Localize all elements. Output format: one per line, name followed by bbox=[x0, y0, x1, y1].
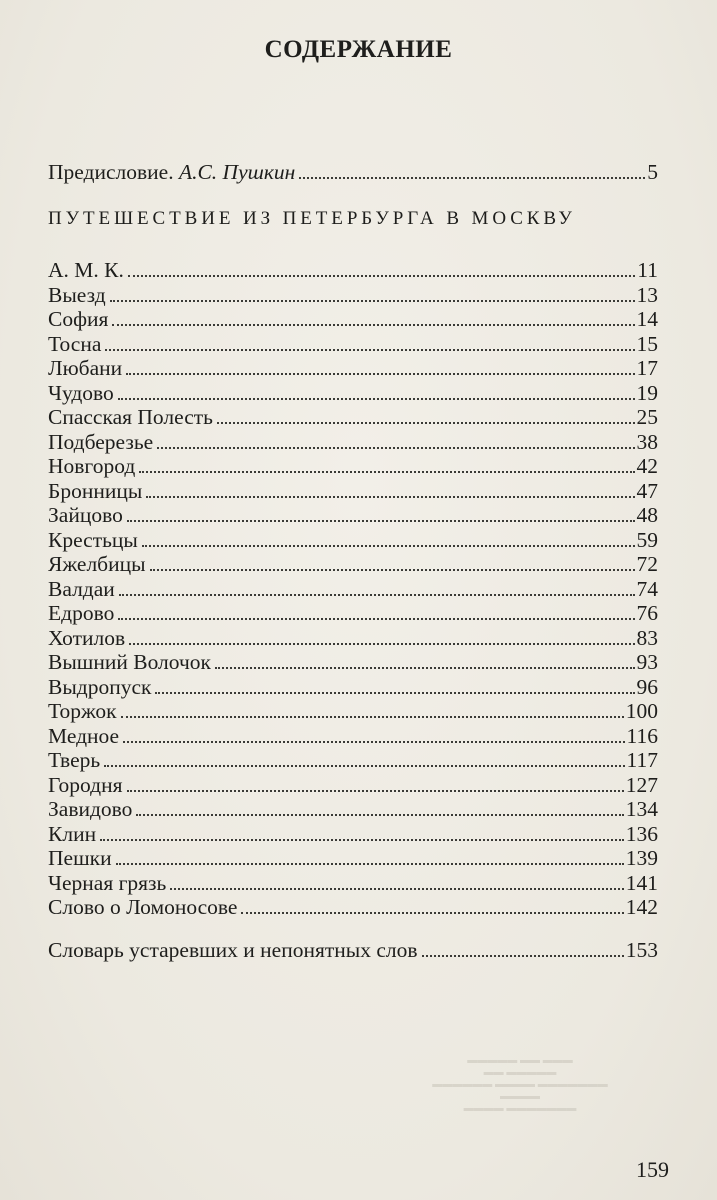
page-number: 159 bbox=[636, 1157, 669, 1182]
toc-entry-page: 96 bbox=[636, 674, 658, 699]
dot-leader bbox=[139, 471, 634, 473]
dot-leader bbox=[142, 545, 635, 547]
toc-entry-page: 153 bbox=[625, 938, 658, 962]
toc-entry bbox=[48, 675, 658, 700]
toc-entry-label: Бронницы bbox=[48, 478, 143, 503]
toc-entry-label: Выезд bbox=[48, 282, 106, 307]
toc-entry-label: А. М. К. bbox=[48, 258, 124, 282]
dot-leader bbox=[119, 594, 635, 596]
toc-entry-page: 5 bbox=[647, 160, 658, 184]
toc-entry-preface bbox=[48, 160, 658, 185]
dot-leader bbox=[100, 839, 624, 841]
toc-entry-page: 59 bbox=[636, 527, 658, 552]
toc-entry-label bbox=[48, 160, 295, 185]
toc-entry-page: 72 bbox=[636, 552, 658, 576]
dot-leader bbox=[118, 398, 635, 400]
toc-list bbox=[48, 258, 658, 920]
toc-entry-label: Подберезье bbox=[48, 429, 154, 454]
toc-entry bbox=[48, 895, 658, 920]
dot-leader bbox=[127, 520, 635, 522]
toc-entry-page: 14 bbox=[636, 307, 658, 331]
dot-leader bbox=[170, 888, 623, 890]
toc-entry-label: Торжок bbox=[48, 699, 117, 723]
toc-entry-label: Валдаи bbox=[48, 576, 115, 601]
toc-entry bbox=[48, 503, 658, 528]
toc-entry-page: 139 bbox=[625, 846, 658, 870]
toc-entry bbox=[48, 748, 658, 773]
toc-entry bbox=[48, 528, 658, 553]
toc-entry bbox=[48, 283, 658, 308]
toc-entry-label: Любани bbox=[48, 356, 123, 380]
toc-entry bbox=[48, 650, 658, 675]
dot-leader bbox=[129, 643, 634, 645]
toc-entry-label: Пешки bbox=[48, 846, 112, 870]
toc-entry bbox=[48, 846, 658, 871]
toc-entry-label: Крестьцы bbox=[48, 527, 138, 552]
toc-entry-page: 17 bbox=[636, 356, 658, 380]
toc-entry bbox=[48, 871, 658, 896]
toc-entry bbox=[48, 430, 658, 455]
toc-entry bbox=[48, 479, 658, 504]
toc-entry-label: Городня bbox=[48, 772, 123, 797]
toc-entry-page: 127 bbox=[625, 772, 658, 797]
dot-leader bbox=[105, 349, 634, 351]
preface-author: А.С. Пушкин bbox=[178, 160, 296, 184]
toc-entry-label: Клин bbox=[48, 821, 97, 846]
dot-leader bbox=[146, 496, 634, 498]
dot-leader bbox=[123, 741, 624, 743]
dot-leader bbox=[241, 912, 623, 914]
toc-entry-label: Зайцово bbox=[48, 503, 123, 527]
dot-leader bbox=[422, 955, 624, 957]
toc-entry-page: 100 bbox=[625, 699, 658, 723]
toc-entry-page: 74 bbox=[636, 576, 658, 601]
toc-entry-page: 141 bbox=[625, 870, 658, 895]
toc-entry-label: Яжелбицы bbox=[48, 552, 146, 576]
toc-entry-label: Медное bbox=[48, 723, 120, 748]
toc-entry-page: 134 bbox=[625, 797, 658, 821]
toc-entry-page: 25 bbox=[636, 405, 658, 429]
toc-entry-page: 38 bbox=[636, 429, 658, 454]
toc-entry bbox=[48, 822, 658, 847]
toc-entry-label: Спасская Полесть bbox=[48, 405, 213, 429]
toc-entry bbox=[48, 552, 658, 577]
toc-entry-page: 116 bbox=[626, 723, 658, 748]
toc-entry-page: 47 bbox=[636, 478, 658, 503]
dot-leader bbox=[110, 300, 635, 302]
toc-entry-label: Чудово bbox=[48, 380, 114, 405]
toc-entry-label: Завидово bbox=[48, 797, 133, 821]
toc-entry-glossary bbox=[48, 938, 658, 963]
toc-entry-page: 19 bbox=[636, 380, 658, 405]
toc-entry-label: Новгород bbox=[48, 454, 136, 478]
toc-entry-page: 117 bbox=[626, 748, 658, 772]
toc-entry-label: Выдропуск bbox=[48, 674, 152, 699]
dot-leader bbox=[127, 790, 624, 792]
toc-entry-page: 76 bbox=[636, 601, 658, 625]
toc-entry-label: Вышний Волочок bbox=[48, 650, 211, 674]
toc-entry-label: София bbox=[48, 307, 109, 331]
toc-entry-page: 83 bbox=[636, 625, 658, 650]
toc-entry-label: Тосна bbox=[48, 331, 102, 356]
show-through-text: ▬▬▬▬▬ ▬▬ ▬▬▬ ▬▬ ▬▬▬▬▬ ▬▬▬▬▬▬ ▬▬▬▬ ▬▬▬▬▬▬▬ ▬▬▬▬ ▬▬▬▬ ▬▬▬▬▬▬▬ bbox=[432, 1055, 608, 1114]
dot-leader bbox=[157, 447, 634, 449]
toc-entry bbox=[48, 773, 658, 798]
toc-entry-label: Черная грязь bbox=[48, 870, 167, 895]
toc-entry bbox=[48, 332, 658, 357]
toc-entry bbox=[48, 797, 658, 822]
toc-entry bbox=[48, 381, 658, 406]
dot-leader bbox=[116, 863, 624, 865]
dot-leader bbox=[104, 765, 624, 767]
dot-leader bbox=[217, 422, 635, 424]
dot-leader bbox=[118, 618, 634, 620]
toc-entry-label: Хотилов bbox=[48, 625, 126, 650]
toc-entry-label: Словарь устаревших и непонятных слов bbox=[48, 938, 418, 962]
toc-entry bbox=[48, 699, 658, 724]
toc-entry-page: 15 bbox=[636, 331, 658, 356]
toc-entry-label: Тверь bbox=[48, 748, 101, 772]
toc-entry bbox=[48, 307, 658, 332]
dot-leader bbox=[215, 667, 635, 669]
dot-leader bbox=[150, 569, 635, 571]
dot-leader bbox=[299, 177, 645, 179]
toc-entry bbox=[48, 356, 658, 381]
page-title: СОДЕРЖАНИЕ bbox=[264, 36, 453, 63]
toc-entry bbox=[48, 601, 658, 626]
toc-entry bbox=[48, 405, 658, 430]
dot-leader bbox=[128, 275, 635, 277]
toc-entry bbox=[48, 454, 658, 479]
toc-entry-page: 48 bbox=[636, 503, 658, 527]
dot-leader bbox=[155, 692, 634, 694]
toc-entry-page: 11 bbox=[637, 258, 658, 282]
toc-entry bbox=[48, 258, 658, 283]
dot-leader bbox=[136, 814, 623, 816]
toc-entry bbox=[48, 577, 658, 602]
section-heading: ПУТЕШЕСТВИЕ ИЗ ПЕТЕРБУРГА В МОСКВУ bbox=[48, 208, 576, 229]
toc-entry-label: Слово о Ломоносове bbox=[48, 895, 238, 919]
dot-leader bbox=[121, 716, 624, 718]
toc-entry bbox=[48, 626, 658, 651]
toc-entry-page: 136 bbox=[625, 821, 658, 846]
toc-entry bbox=[48, 724, 658, 749]
toc-entry-page: 13 bbox=[636, 282, 658, 307]
preface-label: Предисловие. bbox=[48, 160, 174, 184]
toc-entry-page: 142 bbox=[625, 895, 658, 919]
toc-entry-page: 93 bbox=[636, 650, 658, 674]
dot-leader bbox=[126, 373, 634, 375]
dot-leader bbox=[112, 324, 634, 326]
toc-entry-page: 42 bbox=[636, 454, 658, 478]
toc-entry-label: Едрово bbox=[48, 601, 115, 625]
